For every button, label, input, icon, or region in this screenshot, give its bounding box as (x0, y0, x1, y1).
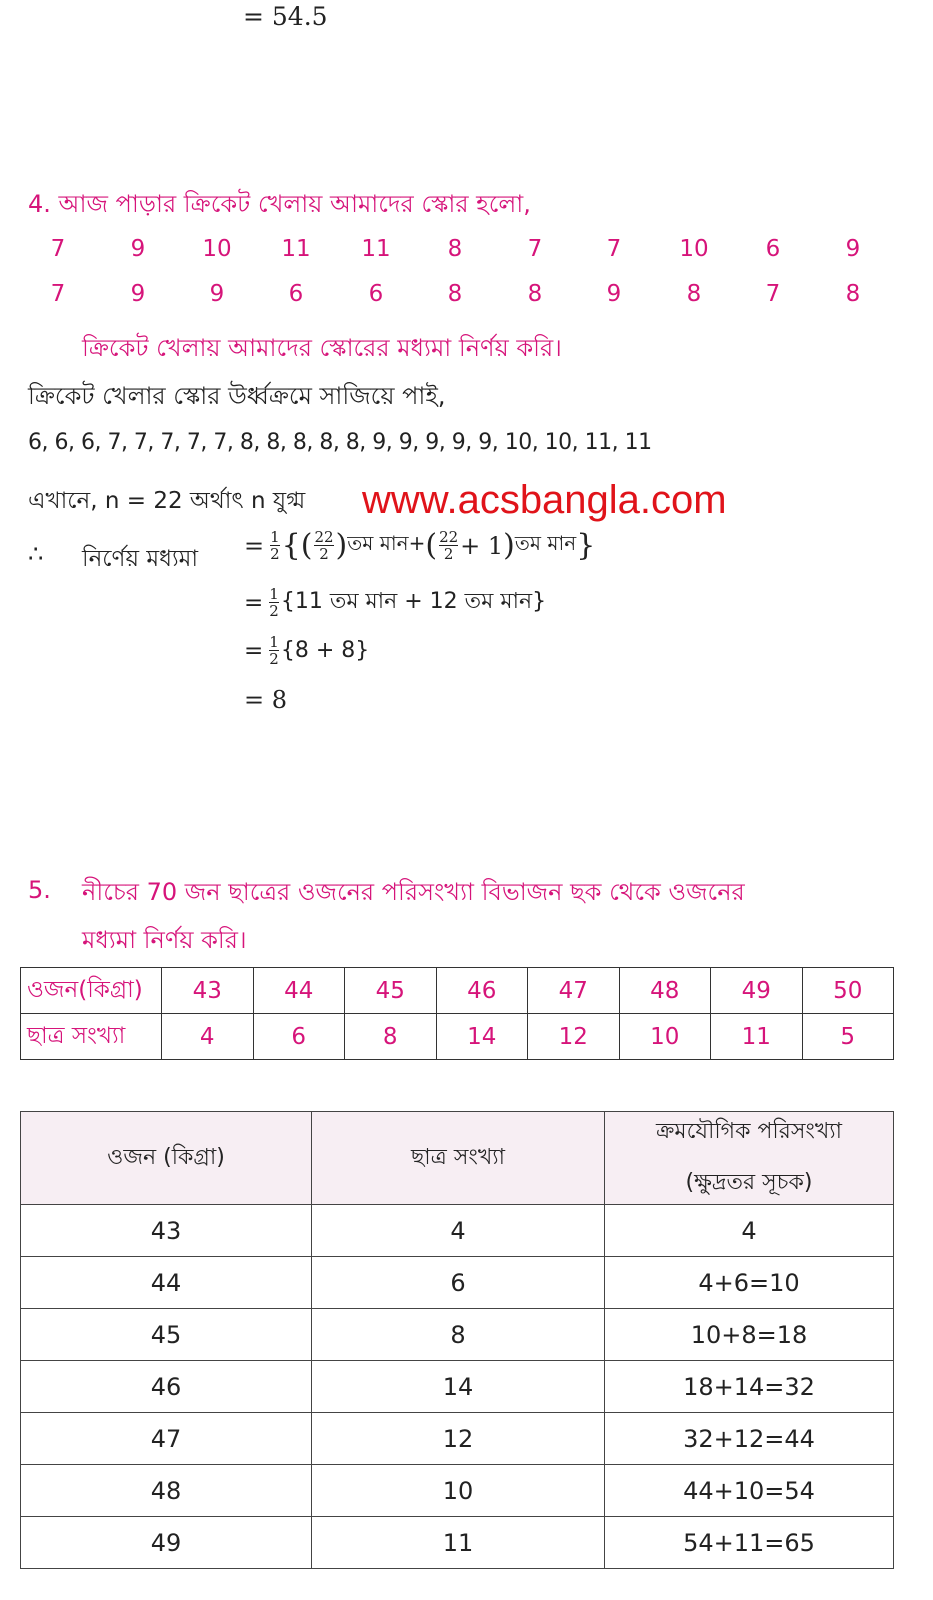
count-cell: 6 (253, 1014, 345, 1060)
count-cell: 4 (162, 1014, 254, 1060)
table-row (21, 1517, 894, 1569)
term-label: তম মান+ (347, 531, 426, 555)
table-row (21, 1361, 894, 1413)
score-cell: 10 (679, 236, 709, 262)
score-cell: 7 (50, 236, 66, 262)
score-cell: 8 (527, 281, 543, 307)
cell-cumulative: 10+8=18 (605, 1309, 894, 1361)
weight-cell: 44 (253, 968, 345, 1014)
weight-cell: 46 (436, 968, 528, 1014)
left-brace: {( (281, 528, 313, 563)
right-brace: } (576, 528, 596, 563)
left-paren: ( (425, 528, 438, 563)
weight-cell: 47 (528, 968, 620, 1014)
arrange-text: ক্রিকেট খেলার স্কোর উর্ধ্বক্রমে সাজিয়ে পাই, (28, 382, 446, 410)
q5-heading-line-2: মধ্যমা নির্ণয় করি। (82, 926, 247, 954)
cell-students: 6 (312, 1257, 605, 1309)
cell-cumulative: 44+10=54 (605, 1465, 894, 1517)
table-row (21, 1309, 894, 1361)
median-step-3 (244, 634, 369, 667)
median-result: = 8 (244, 686, 288, 714)
median-label: নির্ণেয় মধ্যমা (82, 546, 199, 572)
cumulative-frequency-table (20, 1111, 894, 1569)
table-row (21, 1257, 894, 1309)
equals-sign: = (244, 637, 264, 664)
table-row (21, 968, 894, 1014)
cell-cumulative: 4 (605, 1205, 894, 1257)
fraction-denominator: 2 (270, 545, 280, 563)
header-students: ছাত্র সংখ্যা (312, 1112, 605, 1205)
median-step-1 (244, 528, 595, 563)
previous-result: = 54.5 (243, 2, 328, 31)
cell-weight: 44 (21, 1257, 312, 1309)
cell-students: 4 (312, 1205, 605, 1257)
fraction-numerator: 1 (269, 633, 279, 651)
count-cell: 12 (528, 1014, 620, 1060)
fraction-denominator: 2 (269, 602, 279, 620)
header-cumulative-line-1: ক্রমযৌগিক পরিসংখ্যা (655, 1119, 843, 1144)
weight-cell: 48 (619, 968, 711, 1014)
term-label: তম মান (514, 531, 577, 555)
score-cell: 9 (209, 281, 225, 307)
q4-instruction: ক্রিকেট খেলায় আমাদের স্কোরের মধ্যমা নির্ণয় করি। (82, 334, 562, 362)
q4-heading: 4. আজ পাড়ার ক্রিকেট খেলায় আমাদের স্কোর হলো, (28, 190, 531, 218)
score-cell: 11 (281, 236, 311, 262)
fraction-denominator: 2 (443, 545, 454, 563)
weight-cell: 45 (345, 968, 437, 1014)
weight-cell: 49 (711, 968, 803, 1014)
cell-students: 10 (312, 1465, 605, 1517)
n-over-2-fraction (314, 529, 333, 562)
score-cell: 6 (288, 281, 304, 307)
fraction-denominator: 2 (319, 545, 329, 563)
count-cell: 5 (802, 1014, 894, 1060)
count-cell: 14 (436, 1014, 528, 1060)
score-cell: 9 (845, 236, 861, 262)
table-row (21, 1205, 894, 1257)
cell-cumulative: 54+11=65 (605, 1517, 894, 1569)
table-row (21, 1014, 894, 1060)
plus-one: + 1 (460, 531, 504, 560)
score-cell: 6 (765, 236, 781, 262)
weight-cell: 43 (162, 968, 254, 1014)
equals-sign: = (244, 531, 265, 560)
term-sum: {11 তম মান + 12 তম মান} (280, 589, 547, 614)
score-cell: 7 (527, 236, 543, 262)
header-cumulative (605, 1112, 894, 1205)
equals-sign: = (244, 589, 264, 616)
score-cell: 8 (686, 281, 702, 307)
table-header-row (21, 1112, 894, 1205)
score-cell: 6 (368, 281, 384, 307)
cell-weight: 46 (21, 1361, 312, 1413)
cell-students: 12 (312, 1413, 605, 1465)
row-label-weight: ওজন(কিগ্রা) (21, 968, 162, 1014)
cell-students: 14 (312, 1361, 605, 1413)
cell-weight: 47 (21, 1413, 312, 1465)
cell-students: 8 (312, 1309, 605, 1361)
score-cell: 9 (130, 281, 146, 307)
right-paren: ) (335, 528, 348, 563)
score-cell: 11 (361, 236, 391, 262)
cell-weight: 49 (21, 1517, 312, 1569)
cell-weight: 43 (21, 1205, 312, 1257)
q5-heading-line-1: নীচের 70 জন ছাত্রের ওজনের পরিসংখ্যা বিভাজন ছক থেকে ওজনের (82, 878, 745, 906)
row-label-students: ছাত্র সংখ্যা (21, 1014, 162, 1060)
header-cumulative-line-2: (ক্ষুদ্রতর সূচক) (685, 1170, 813, 1195)
therefore-symbol: ∴ (28, 540, 44, 568)
n-over-2-fraction-b (439, 529, 458, 562)
cell-cumulative: 32+12=44 (605, 1413, 894, 1465)
fraction-numerator: 22 (314, 528, 334, 546)
sorted-scores: 6, 6, 6, 7, 7, 7, 7, 7, 8, 8, 8, 8, 8, 9, 9, 9, 9, 9, 10, 10, 11, 11 (28, 430, 652, 455)
here-text: এখানে, n = 22 অর্থাৎ n যুগ্ম (28, 488, 306, 514)
half-fraction (270, 529, 280, 562)
count-cell: 10 (619, 1014, 711, 1060)
score-cell: 7 (765, 281, 781, 307)
score-cell: 8 (447, 236, 463, 262)
half-fraction (269, 634, 279, 667)
half-fraction (269, 586, 279, 619)
score-cell: 10 (202, 236, 232, 262)
watermark-logo: www.acsbangla.com (362, 478, 727, 522)
fraction-numerator: 22 (439, 528, 459, 546)
score-cell: 8 (845, 281, 861, 307)
fraction-numerator: 1 (270, 528, 280, 546)
score-cell: 8 (447, 281, 463, 307)
cell-weight: 48 (21, 1465, 312, 1517)
table-row (21, 1465, 894, 1517)
score-cell: 9 (606, 281, 622, 307)
score-cell: 7 (50, 281, 66, 307)
count-cell: 11 (711, 1014, 803, 1060)
table-row (21, 1413, 894, 1465)
cell-weight: 45 (21, 1309, 312, 1361)
score-cell: 7 (606, 236, 622, 262)
median-step-2 (244, 584, 546, 621)
value-sum: {8 + 8} (280, 638, 370, 663)
score-cell: 9 (130, 236, 146, 262)
weight-distribution-table (20, 967, 894, 1060)
right-paren: ) (503, 528, 515, 563)
q5-number: 5. (28, 876, 51, 904)
weight-cell: 50 (802, 968, 894, 1014)
fraction-denominator: 2 (269, 650, 279, 668)
header-weight: ওজন (কিগ্রা) (21, 1112, 312, 1205)
count-cell: 8 (345, 1014, 437, 1060)
fraction-numerator: 1 (269, 585, 279, 603)
cell-cumulative: 4+6=10 (605, 1257, 894, 1309)
cell-cumulative: 18+14=32 (605, 1361, 894, 1413)
cell-students: 11 (312, 1517, 605, 1569)
